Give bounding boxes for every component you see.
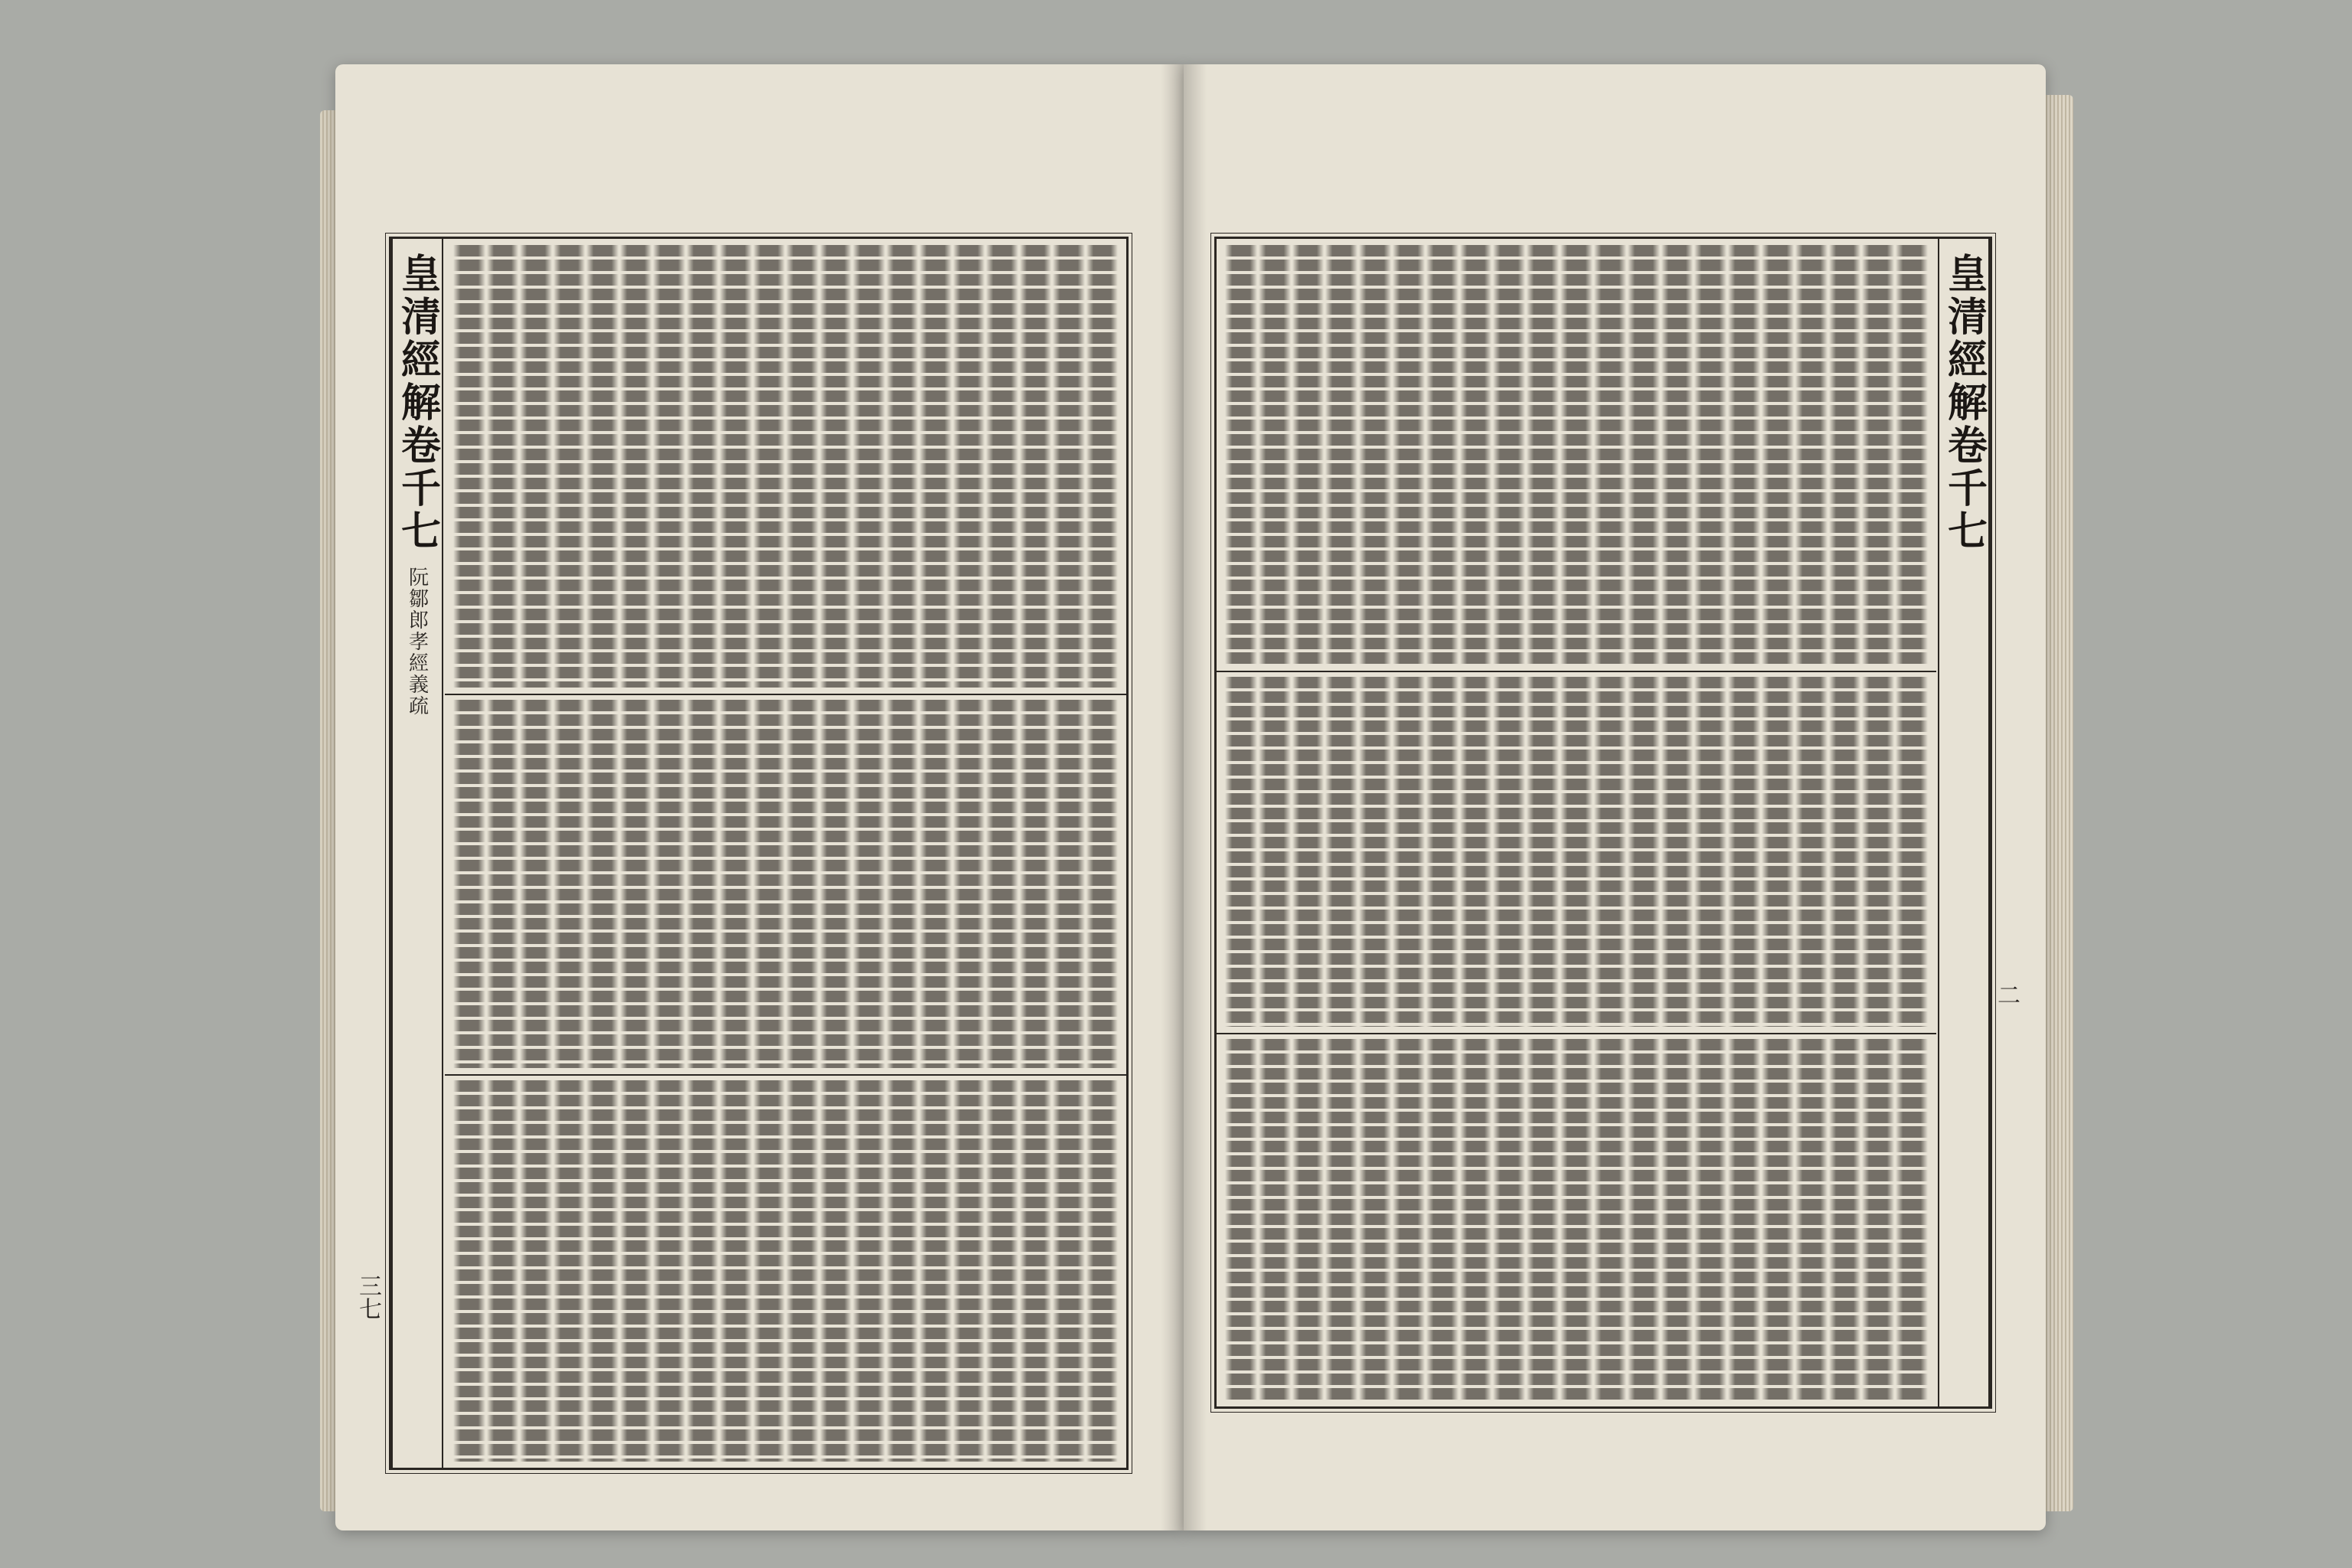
right-text-band-3 xyxy=(1217,1033,1936,1406)
right-margin-strip xyxy=(1938,239,1990,1406)
right-text-band-2 xyxy=(1217,671,1936,1034)
right-running-title: 皇清經解卷千七 xyxy=(1940,253,1988,553)
right-text-frame xyxy=(1214,237,1992,1409)
left-text-band-2 xyxy=(445,694,1126,1076)
left-page xyxy=(335,64,1184,1530)
page-edges-right xyxy=(2046,95,2073,1511)
right-text-band-1 xyxy=(1217,239,1936,672)
left-margin-strip xyxy=(391,239,443,1468)
right-folio: 二 xyxy=(1993,983,2020,1006)
left-running-title: 皇清經解卷千七 xyxy=(394,253,441,553)
left-folio: 三七 xyxy=(354,1274,381,1320)
open-book xyxy=(320,64,2073,1530)
left-text-frame xyxy=(389,237,1129,1470)
right-page xyxy=(1184,64,2046,1530)
left-text-band-1 xyxy=(445,239,1126,695)
left-text-band-3 xyxy=(445,1074,1126,1468)
left-running-subtitle: 阮鄒郎孝經義疏 xyxy=(405,567,429,717)
